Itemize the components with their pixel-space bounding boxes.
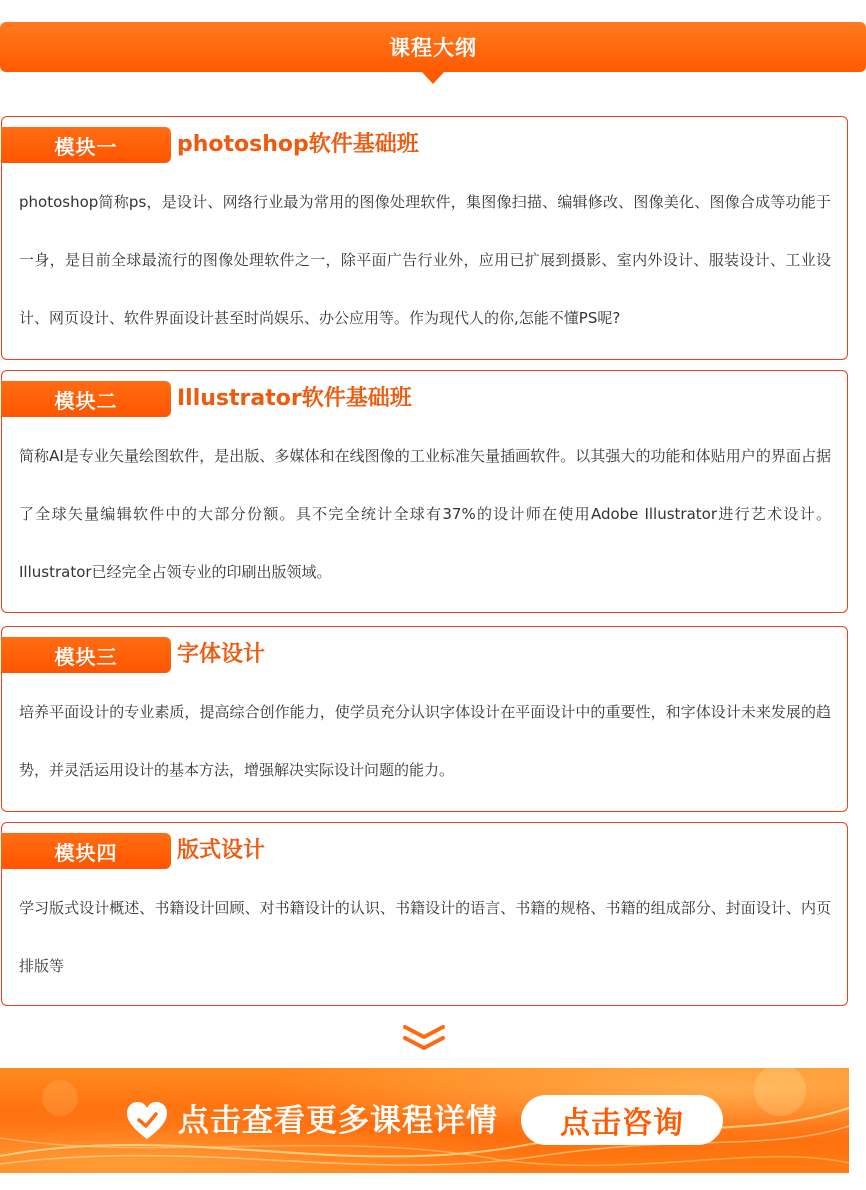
- module-card-3: [1, 626, 848, 812]
- module-title: 版式设计: [177, 838, 266, 863]
- module-tag: 模块二: [1, 381, 171, 417]
- header-pointer: [421, 71, 445, 84]
- module-description: 培养平面设计的专业素质，提高综合创作能力，使学员充分认识字体设计在平面设计中的重要性，和字体设计未来发展的趋势，并灵活运用设计的基本方法，增强解决实际设计问题的能力。: [19, 703, 831, 779]
- module-card-4: [1, 822, 848, 1006]
- module-description: 简称AI是专业矢量绘图软件，是出版、多媒体和在线图像的工业标准矢量插画软件。以其强大的功能和体贴用户的界面占据了全球矢量编辑软件中的大部分份额。具不完全统计全球有37%的设计师在使用Adobe Illustrator进行艺术设计。Illustrator已经完全占领专业的印刷出版领域。: [19, 447, 831, 581]
- double-chevron-down-icon: [401, 1024, 447, 1052]
- module-card-2: [1, 370, 848, 613]
- section-header: [0, 22, 866, 72]
- module-title: Illustrator软件基础班: [177, 386, 412, 411]
- module-description: 学习版式设计概述、书籍设计回顾、对书籍设计的认识、书籍设计的语言、书籍的规格、书籍的组成部分、封面设计、内页排版等: [19, 899, 831, 975]
- section-title: 课程大纲: [389, 36, 477, 60]
- module-tag: 模块一: [1, 127, 171, 163]
- module-tag: 模块三: [1, 637, 171, 673]
- module-tag: 模块四: [1, 833, 171, 869]
- module-card-1: [1, 116, 848, 360]
- more-courses-banner[interactable]: [0, 1068, 849, 1173]
- consult-button[interactable]: 点击咨询: [521, 1095, 723, 1145]
- module-title: photoshop软件基础班: [177, 132, 419, 157]
- module-title: 字体设计: [177, 642, 266, 667]
- heart-icon: [125, 1100, 169, 1142]
- module-description: photoshop简称ps，是设计、网络行业最为常用的图像处理软件，集图像扫描、编辑修改、图像美化、图像合成等功能于一身，是目前全球最流行的图像处理软件之一，除平面广告行业外，应用已扩展到摄影、室内外设计、服装设计、工业设计、网页设计、软件界面设计甚至时尚娱乐、办公应用等。作为现代人的你,怎能不懂PS呢?: [19, 193, 831, 327]
- banner-text[interactable]: 点击查看更多课程详情: [178, 1103, 498, 1139]
